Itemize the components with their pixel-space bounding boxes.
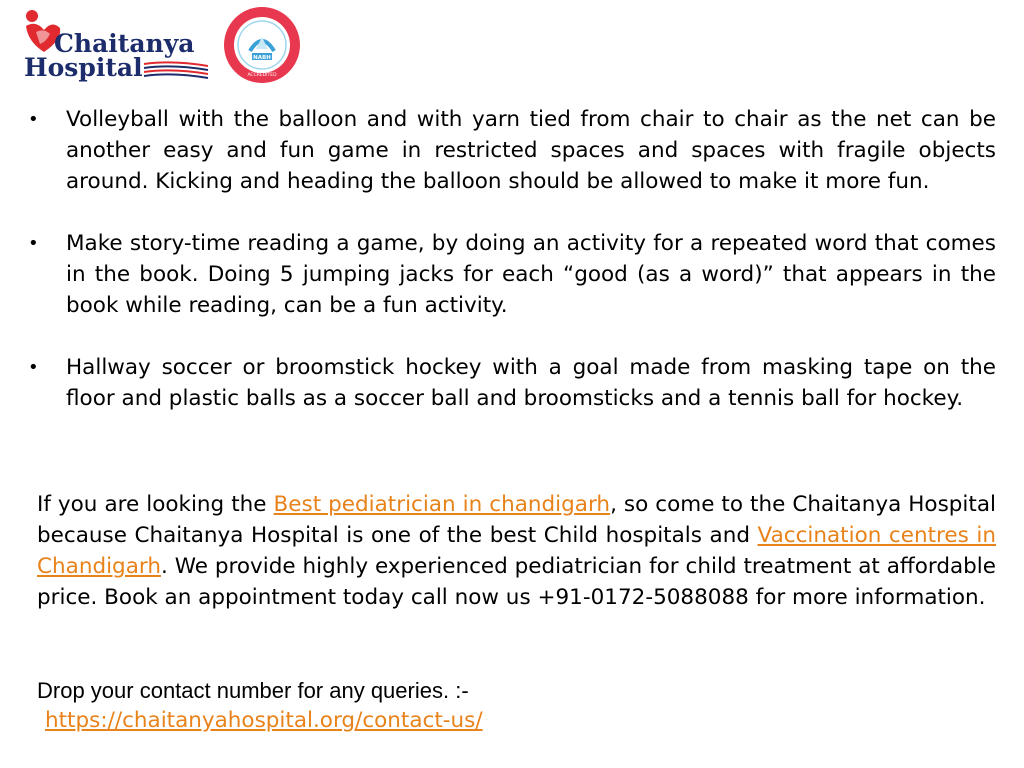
contact-us-link[interactable]: https://chaitanyahospital.org/contact-us/ <box>45 708 483 733</box>
logo-stripes <box>144 62 208 78</box>
logo-figure-head-icon <box>26 10 38 22</box>
paragraph-text: . We provide highly experienced pediatrician for child treatment at affordable price. Book an appointment today call now us +91-0172-5088088 for more information. <box>37 554 996 610</box>
paragraph-text: , so come to the Chaitanya Hospital because Chaitanya Hospital is one of the best Child hospitals and <box>37 492 996 548</box>
vaccination-centres-link[interactable]: Vaccination centres in Chandigarh <box>37 523 996 579</box>
list-item: • Hallway soccer or broomstick hockey with a goal made from masking tape on the floor and plastic balls as a soccer ball and broomsticks and a tennis ball for hockey. <box>28 352 996 414</box>
logo-line-1: Chaitanya <box>54 29 195 58</box>
info-paragraph <box>37 489 996 613</box>
best-pediatrician-link[interactable]: Best pediatrician in chandigarh <box>273 492 611 517</box>
paragraph-text: If you are looking the <box>37 492 274 517</box>
hospital-logo <box>22 6 212 82</box>
nabh-label: NABH <box>253 55 271 61</box>
list-item: • Make story-time reading a game, by doing an activity for a repeated word that comes in the book. Doing 5 jumping jacks for each “good (as a word)” that appears in the book while reading, can be a fun activity. <box>28 228 996 321</box>
contact-prompt: Drop your contact number for any queries. :- <box>37 678 469 703</box>
nabh-ring-label: ACCREDITED <box>247 73 277 78</box>
list-item: • Volleyball with the balloon and with yarn tied from chair to chair as the net can be another easy and fun game in restricted spaces and spaces with fragile objects around. Kicking and heading the balloon should be allowed to make it more fun. <box>28 104 996 197</box>
logo-line-2: Hospital <box>24 53 143 82</box>
contact-url-wrapper <box>45 705 483 736</box>
nabh-accreditation-badge <box>222 5 302 85</box>
activity-list <box>28 104 996 414</box>
